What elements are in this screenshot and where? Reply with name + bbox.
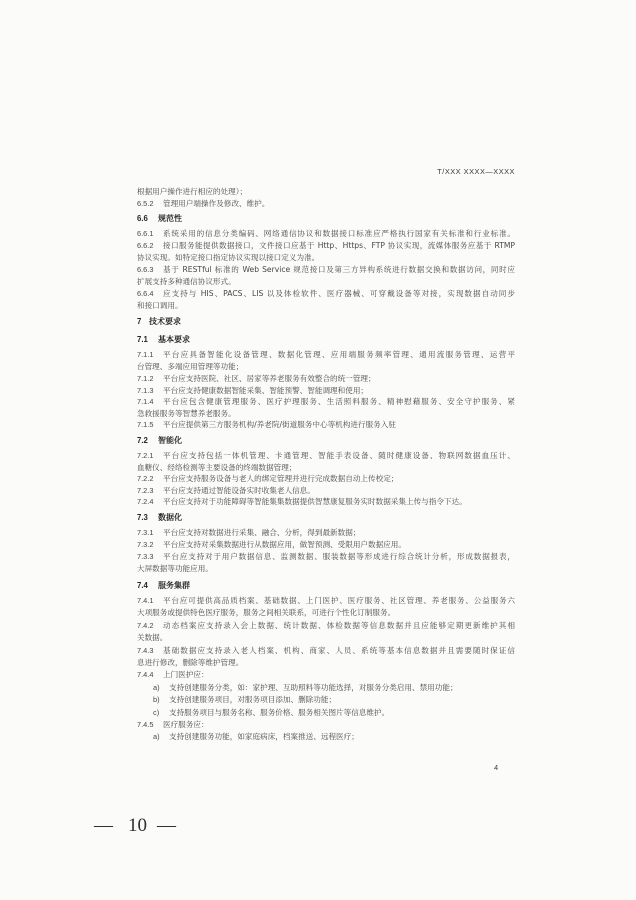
clause-7-4-1 (137, 595, 515, 607)
clause-6-6-2 (137, 240, 515, 252)
clause-text: 接口服务能提供数据接口，文件接口应基于 Http、Https、FTP 协议实现，流媒体服务应基于 RTMP (163, 241, 515, 250)
clause-number: 7.3.1 (137, 528, 154, 537)
clause-7-4-3 (137, 645, 515, 657)
clause-6-6-2-continuation (137, 252, 515, 264)
list-marker: b) (153, 695, 160, 704)
heading-number: 6.6 (137, 214, 148, 223)
heading-number: 7.2 (137, 436, 148, 445)
list-item (153, 682, 515, 694)
clause-text: 系统采用的信息分类编码、网络通信协议和数据接口标准应严格执行国家有关标准和行业标准。 (163, 229, 515, 238)
clause-7-1-5 (137, 419, 515, 431)
clause-number: 7.4.5 (137, 720, 154, 729)
clause-6-6-1 (137, 228, 515, 240)
clause-7-2-1 (137, 450, 515, 462)
clause-number: 7.1.4 (137, 397, 154, 406)
heading-number: 7.3 (137, 513, 148, 522)
clause-7-2-2 (137, 473, 515, 485)
clause-7-3-2 (137, 539, 515, 551)
list-item-text: 支持创建服务功能，如家庭病床，档案推送、远程医疗； (169, 732, 359, 741)
list-marker: a) (153, 732, 160, 741)
clause-text: 平台应支持通过智能设备实时收集老人信息。 (163, 486, 315, 495)
clause-text: 动态档案应支持录入会上数据、统计数据、体检数据等信息数据并且应能够定期更新维护其相 (163, 621, 515, 630)
paragraph-text: 根据用户操作进行相应的处理）； (137, 187, 248, 196)
clause-text: 应支持与 HIS、PACS、LIS 以及体检软件、医疗器械、可穿戴设备等对接，实现数据自动同步 (163, 289, 515, 298)
clause-text: 平台应支持对于功能障碍等智能集集数据提供智慧康复服务实时数据采集上传与指令下达。 (163, 497, 467, 506)
list-item-text: 支持服务项目与服务名称、服务价格、服务相关图片等信息维护。 (169, 708, 390, 717)
clause-text: 平台应支持健康数据智能采集、智能预警、智能调理和使用； (163, 386, 369, 395)
clause-number: 7.1.3 (137, 386, 154, 395)
clause-6-6-3 (137, 264, 515, 276)
clause-text: 平台应支持对采集数据进行从数据应用，做智预测、受限用户数据应用。 (163, 540, 406, 549)
list-item (153, 707, 515, 719)
list-item (153, 731, 515, 743)
heading-number: 7.1 (137, 335, 148, 344)
clause-number: 7.2.3 (137, 486, 154, 495)
clause-number: 7.4.4 (137, 670, 154, 679)
heading-title: 服务集群 (158, 581, 190, 590)
heading-7-2 (137, 435, 515, 447)
clause-6-6-4-continuation (137, 300, 515, 312)
list-marker: a) (153, 683, 160, 692)
clause-6-6-3-continuation (137, 276, 515, 288)
clause-text: 平台应支持对于用户数据信息、监测数据、服装数据等形成进行综合统计分析，形成数据报表， (163, 552, 515, 561)
clause-text: 关数据。 (137, 633, 168, 642)
clause-text: 上门医护应： (163, 670, 209, 679)
clause-7-1-1-continuation (137, 361, 515, 373)
clause-number: 7.4.1 (137, 596, 154, 605)
clause-6-5-2 (137, 198, 515, 210)
clause-number: 7.3.2 (137, 540, 154, 549)
clause-text: 大项服务或提供特色医疗服务，服务之间相关联系，可进行个性化订制服务。 (137, 608, 396, 617)
clause-number: 7.2.2 (137, 474, 154, 483)
footer-page-number (90, 814, 190, 838)
clause-7-4-3-continuation (137, 657, 515, 669)
clause-text: 血糖仪、经络检测等主要设备的终端数据管理； (137, 463, 297, 472)
clause-number: 7.3.3 (137, 552, 154, 561)
document-page-number: 4 (494, 763, 499, 772)
heading-number: 7.4 (137, 581, 148, 590)
document-code-header: T/XXX XXXX—XXXX (437, 167, 515, 176)
clause-7-1-4 (137, 396, 515, 408)
clause-text: 协议实现。如特定接口指定协议实现以接口定义为准。 (137, 253, 320, 262)
clause-7-3-3 (137, 551, 515, 563)
heading-number: 7 (137, 317, 142, 326)
clause-number: 6.6.3 (137, 265, 154, 274)
heading-6-6 (137, 213, 515, 225)
clause-text: 平台应支持服务设备与老人的绑定管理并进行完成数据自动上传校定； (163, 474, 399, 483)
footer-dash-right: — (157, 815, 176, 836)
list-item (153, 694, 515, 706)
clause-7-4-1-continuation (137, 607, 515, 619)
clause-number: 7.1.5 (137, 420, 154, 429)
clause-text: 平台应支持对数据进行采集、融合、分析，得到最新数据； (163, 528, 361, 537)
list-item-text: 支持创建服务分类，如：家护理、互助照料等功能选择，对服务分类启用、禁用功能； (169, 683, 458, 692)
clause-7-4-2 (137, 620, 515, 632)
clause-text: 管理用户端操作及修改、维护。 (163, 199, 270, 208)
clause-text: 台管理、多端应用管理等功能； (137, 362, 244, 371)
clause-text: 平台应具备智能化设备管理、数据化管理、应用端服务频率管理、通用流服务管理、运营平 (163, 350, 515, 359)
heading-title: 数据化 (158, 513, 182, 522)
clause-text: 和接口调用。 (137, 301, 183, 310)
clause-text: 息进行修改，删除等维护管理。 (137, 658, 244, 667)
clause-number: 7.2.1 (137, 451, 154, 460)
clause-text: 基础数据应支持录入老人档案、机构、商家、人员、系统等基本信息数据并且需要随时保证信 (163, 646, 515, 655)
clause-7-4-2-continuation (137, 632, 515, 644)
heading-title: 规范性 (158, 214, 182, 223)
clause-number: 7.4.2 (137, 621, 154, 630)
clause-number: 7.1.1 (137, 350, 154, 359)
heading-7-4 (137, 580, 515, 592)
clause-text: 平台应支持医院、社区、居家等养老服务有效整合的统一管理； (163, 374, 376, 383)
list-item-text: 支持创建服务项目，对服务项目添加、删除功能； (169, 695, 337, 704)
heading-title: 基本要求 (158, 335, 190, 344)
paragraph-carry-over (137, 186, 515, 198)
clause-7-1-2 (137, 373, 515, 385)
footer-dash-left: — (94, 815, 113, 836)
heading-7 (137, 316, 515, 328)
clause-7-3-1 (137, 527, 515, 539)
heading-title: 智能化 (158, 436, 182, 445)
clause-7-4-4 (137, 669, 515, 681)
clause-number: 7.2.4 (137, 497, 154, 506)
footer-number: 10 (128, 815, 147, 836)
list-marker: c) (153, 708, 160, 717)
clause-text: 医疗服务应： (163, 720, 209, 729)
clause-7-3-3-continuation (137, 563, 515, 575)
clause-text: 基于 RESTful 标准的 Web Service 规范接口及第三方异构系统进行数据交换和数据访问，同时应 (163, 265, 515, 274)
clause-6-6-4 (137, 288, 515, 300)
clause-text: 大屏数据等功能应用。 (137, 564, 213, 573)
clause-text: 急救援服务等智慧养老服务。 (137, 409, 236, 418)
heading-title: 技术要求 (149, 317, 181, 326)
clause-text: 平台应支持包括一体机管理、卡通管理、智能手表设备、随时健康设备、物联网数据血压计、 (163, 451, 515, 460)
clause-text: 平台应提供第三方服务机构/养老院/街道服务中心等机构进行服务入驻 (163, 420, 396, 429)
clause-number: 6.6.1 (137, 229, 154, 238)
clause-number: 6.6.4 (137, 289, 154, 298)
clause-7-1-1 (137, 349, 515, 361)
clause-text: 平台应可提供高品质档案、基础数据、上门医护、医疗服务、社区管理、养老服务、公益服务六 (163, 596, 515, 605)
clause-number: 7.1.2 (137, 374, 154, 383)
clause-number: 6.5.2 (137, 199, 154, 208)
heading-7-3 (137, 512, 515, 524)
clause-text: 平台应包含健康管理服务、医疗护理服务、生活照料服务、精神慰藉服务、安全守护服务、紧 (163, 397, 515, 406)
clause-7-2-4 (137, 496, 515, 508)
heading-7-1 (137, 334, 515, 346)
clause-text: 扩展支持多种通信协议形式。 (137, 277, 236, 286)
clause-number: 6.6.2 (137, 241, 154, 250)
clause-number: 7.4.3 (137, 646, 154, 655)
clause-7-4-5 (137, 719, 515, 731)
